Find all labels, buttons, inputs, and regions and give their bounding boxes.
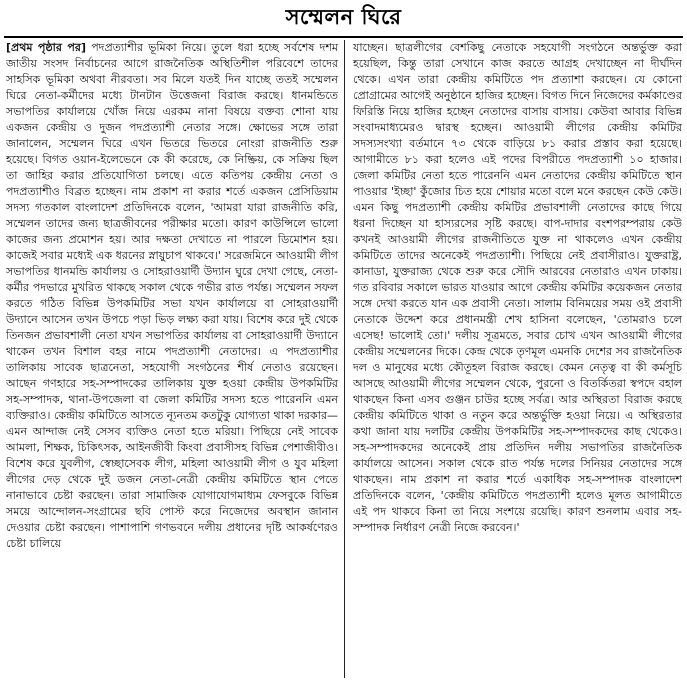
left-column-paragraph — [6, 40, 338, 552]
left-column-text: পদপ্রত্যাশীর ভূমিকা নিয়ে। তুলে ধরা হচ্ছে সর্বশেষ দশম জাতীয় সংসদ নির্বাচনের আগে রাজনৈতিক অস্থিতিশীল পরিবেশে তাদের সাহসিক ভূমিকা অথবা নীরবতা। সব মিলে যতই দিন যাচ্ছে ততই সম্মেলন ঘিরে নেতা-কর্মীদের মধ্যে টানটান উত্তেজনা বিরাজ করছে। ধানমন্ডিতে সভাপতির কার্যালয়ে খোঁজ নিয়ে এরকম নানা বিষয়ে বক্তব্য শোনা যায় একজন কেন্দ্রীয় ও দুজন পদপ্রত্যাশী নেতার সঙ্গে। ক্ষোভের সঙ্গে তারা জানালেন, সম্মেলন ঘিরে এখন ভিতরে ভিতরে নোংরা রাজনীতি শুরু হয়েছে। বিগত ওয়ান-ইলেভেনে কে কী করেছে, কে নিষ্ক্রিয়, কে সক্রিয় ছিল তা জাহির করার প্রতিযোগিতা চলছে। এতে কতিপয় কেন্দ্রীয় নেতা ও পদপ্রত্যাশীও বিব্রত হচ্ছেন। নাম প্রকাশ না করার শর্তে একজন প্রেসিডিয়াম সদস্য গতকাল বাংলাদেশ প্রতিদিনকে বলেন, 'আমরা যারা রাজনীতি করি, সম্মেলন তাদের জন্য ছাত্রজীবনের পরীক্ষার মতো। কারণ কাউন্সিলে ভালো কাজের জন্য প্রমোশন হয়। আর দক্ষতা দেখাতে না পারলে ডিমোশন হয়। কাজেই সবার মধ্যেই এক ধরনের স্নায়ুচাপ থাকবে।' সরেজমিনে আওয়ামী লীগ সভাপতির ধানমন্ডি কার্যালয় ও সোহরাওয়ার্দী উদ্যান ঘুরে দেখা গেছে, নেতা-কর্মীর পদভারে মুখরিত থাকছে সকাল থেকে গভীর রাত পর্যন্ত। সম্মেলন সফল করতে গঠিত বিভিন্ন উপকমিটির সভা যখন কার্যালয়ে বা সোহরাওয়ার্দী উদ্যানে আসেন তখন উপচে পড়া ভিড় লক্ষ্য করা যায়। বিশেষ করে দুই থেকে তিনজন প্রভাবশালী নেতা যখন সভাপতির কার্যালয় বা সোহরাওয়ার্দী উদ্যানে থাকেন তখন বিশাল বহর নামে পদপ্রত্যাশী নেতাদের। এ পদপ্রত্যাশীর তালিকায় সাবেক ছাত্রনেতা, সহযোগী সংগঠনের শীর্ষ নেতাও রয়েছেন। আছেন গণহারে সহ-সম্পাদকের তালিকায় যুক্ত হওয়া কেন্দ্রীয় উপকমিটির সহ-সম্পাদক, থানা-উপজেলা বা জেলা কমিটির সদস্য হতে পারেননি এমন ব্যক্তিরাও। কেন্দ্রীয় কমিটিতে আসতে ন্যূনতম কতটুকু যোগ্যতা থাকা দরকার— এমন আন্দাজ নেই সেসব ব্যক্তিও নেতা হতে মরিয়া। পিছিয়ে নেই সাবেক আমলা, শিক্ষক, চিকিৎসক, আইনজীবী কিংবা প্রবাসীসহ বিভিন্ন পেশাজীবীও। বিশেষ করে যুবলীগ, স্বেচ্ছাসেবক লীগ, মহিলা আওয়ামী লীগ ও যুব মহিলা লীগের দেড় থেকে দুই ডজন নেতা-নেত্রী কেন্দ্রীয় কমিটিতে স্থান পেতে নানাভাবে চেষ্টা করছেন। তারা সামাজিক যোগাযোগমাধ্যম ফেসবুকে বিভিন্ন সময়ে আন্দোলন-সংগ্রামের ছবি পোস্ট করে নিজেদের অবস্থান জানান দেওয়ার চেষ্টা করছেন। পাশাপাশি গণভবনে দলীয় প্রধানের দৃষ্টি আকর্ষণেরও চেষ্টা চালিয়ে — [6, 41, 339, 550]
headline-area — [0, 0, 687, 36]
article-columns — [6, 40, 682, 678]
right-column — [344, 40, 682, 678]
article-headline: সম্মেলন ঘিরে — [285, 4, 402, 29]
right-column-text: যাচ্ছেন। ছাত্রলীগের বেশকিছু নেতাকে সহযোগী সংগঠনে অন্তর্ভুক্ত করা হয়েছিল, কিন্তু তারা সেখানে কাজ করতে আগ্রহ দেখাচ্ছেন না দীর্ঘদিন থেকে। এখন তারা কেন্দ্রীয় কমিটিতে পদ প্রত্যাশা করছেন। যে কোনো প্রোগ্রামের আগেই অনুষ্ঠানে হাজির হচ্ছেন। বিগত দিনে নিজেদের কর্মকাণ্ডের ফিরিস্তি নিয়ে হাজির হচ্ছেন নেতাদের বাসায় বাসায়। কেউবা আবার বিভিন্ন সংবাদমাধ্যমেরও দ্বারস্থ হচ্ছেন। আওয়ামী লীগের কেন্দ্রীয় কমিটির সদস্যসংখ্যা বর্তমানে ৭৩ থেকে বাড়িয়ে ৮১ করার প্রস্তাব করা হয়েছে। আগামীতে ৮১ করা হলেও এই পদের বিপরীতে পদপ্রত্যাশী ১০ হাজার। জেলা কমিটির নেতা হতে পারেননি এমন নেতাদের কেন্দ্রীয় কমিটিতে স্থান পাওয়ার 'ইচ্ছা' কুঁজোর চিত হয়ে শোয়ার মতো বলে মনে করছেন কেউ কেউ। এমন কিছু পদপ্রত্যাশী কেন্দ্রীয় কমিটির প্রভাবশালী নেতাদের কাছে গিয়ে ধরনা দিচ্ছেন যা হাস্যরসের সৃষ্টি করছে। বাপ-দাদার বংশপরম্পরায় কেউ কখনই আওয়ামী লীগের রাজনীতিতে যুক্ত না থাকলেও এখন কেন্দ্রীয় কমিটিতে তাদের অনেকেই পদপ্রত্যাশী। পিছিয়ে নেই প্রবাসীরাও। যুক্তরাষ্ট্র, কানাডা, যুক্তরাজ্য থেকে শুরু করে সৌদি আরবের নেতারাও এখন ঢাকায়। গত রবিবার সকালে ভারত যাওয়ার আগে কেন্দ্রীয় কমিটির কয়েকজন নেতার সঙ্গে দেখা করতে যান এক প্রবাসী নেতা। সালাম বিনিময়ের সময় ওই প্রবাসী নেতাকে উদ্দেশ করে প্রধানমন্ত্রী শেখ হাসিনা বলেছেন, 'তোমরাও চলে এসেছ! ভালোই তো।' দলীয় সূত্রমতে, সবার চোখ এখন আওয়ামী লীগের কেন্দ্রীয় সম্মেলনের দিকে। কেন্দ্র থেকে তৃণমূল এমনকি দেশের সব রাজনৈতিক দল ও মানুষের মধ্যে কৌতূহল বিরাজ করছে। কেমন নেতৃত্ব বা কী কর্মসূচি আসছে আওয়ামী লীগের সম্মেলন থেকে, পুরনো ও বিতর্কিতরা স্বপদে বহাল থাকছেন কিনা এসব গুঞ্জন চাউর হচ্ছে সর্বত্র। আর অস্থিরতা বিরাজ করছে কেন্দ্রীয় কমিটিতে থাকা ও নতুন করে অন্তর্ভুক্তি হওয়া নিয়ে। এ অস্থিরতার কথা জানা যায় দলটির কেন্দ্রীয় উপকমিটির সহ-সম্পাদকদের কাছ থেকেও। সহ-সম্পাদকদের অনেকেই প্রায় প্রতিদিন দলীয় সভাপতির রাজনৈতিক কার্যালয়ে আসেন। সকাল থেকে রাত পর্যন্ত দলের সিনিয়র নেতাদের সঙ্গে থাকছেন। নাম প্রকাশ না করার শর্তে একাধিক সহ-সম্পাদক বাংলাদেশ প্রতিদিনকে বলেন, 'কেন্দ্রীয় কমিটিতে পদপ্রত্যাশী হলেও মূলত আগামীতে এই পদ থাকবে কিনা তা নিয়ে সংশয়ে রয়েছি। কারণ শুনলাম এবার সহ-সম্পাদক নির্ধারণ নেত্রী নিজে করবেন।' — [353, 41, 682, 534]
headline-rule — [4, 36, 683, 38]
continuation-kicker: [প্রথম পৃষ্ঠার পর] — [6, 41, 86, 54]
left-column — [6, 40, 344, 678]
right-column-paragraph — [353, 40, 682, 536]
